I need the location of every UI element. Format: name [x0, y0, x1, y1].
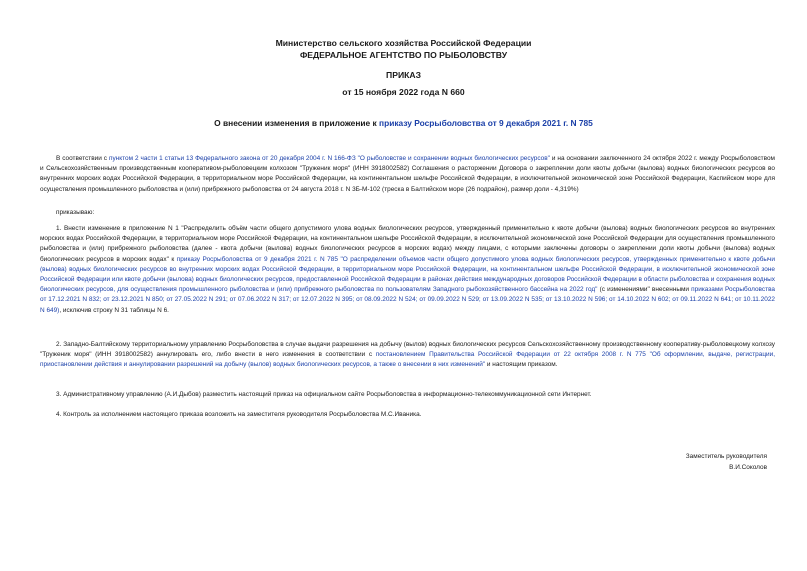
item-2-paragraph	[40, 340, 775, 371]
federal-law-link[interactable]: пунктом 2 части 1 статьи 13 Федерального закона от 20 декабря 2004 г. N 166-ФЗ "О рыболовстве и сохранении водных биологических ресурсов"	[108, 155, 550, 162]
order-785-link[interactable]: приказу Росрыболовства от 9 декабря 2021 г. N 785 "О распределении объемов части общего допустимого улова водных биологических ресурсов, утвержденных применительно к квоте добычи (вылова) водных биологических ресурсов во внутренних морских водах Российской Федерации, в территориальном море Российской Федерации, на континентальном шельфе Российской Федерации, в исключительной экономической зоне Российской Федерации или квоте добычи (вылова) водных биологических ресурсов, предоставленной Российской Федерации в районах действия международных договоров Российской Федерации в области рыболовства и сохранения водных биологических ресурсов, для осуществления промышленного рыболовства и (или) прибрежного рыболовства по пользователям Западного рыбохозяйственного бассейна на 2022 год"	[40, 255, 775, 294]
preamble-text-2: и на основании заключенного 24 октября 2022 г. между Росрыболовством и Сельскохозяйственным производственным кооперативом-рыболовецким колхозом "Труженик моря" (ИНН 3918002582) Соглашения о расторжении Договора о закреплении доли квоты добычи (вылова) водных биологических ресурсов во внутренних морских водах Российской Федерации, в территориальном море Российской Федерации, на континентальном шельфе Российской Федерации, в исключительной экономической зоне Российской Федерации, Каспийском море для осуществления промышленного рыболовства и (или) прибрежного рыболовства от 24 августа 2018 г. N 3Б-М-102 (треска в Балтийском море (26 подрайон), размер доли - 4,319%)	[40, 155, 775, 193]
signature-name: В.И.Соколов	[729, 464, 767, 471]
document-type: ПРИКАЗ	[386, 70, 421, 80]
government-resolution-link[interactable]: постановлением Правительства Российской Федерации от 22 октября 2008 г. N 775 "Об оформлении, выдаче, регистрации, приостановлении действия и аннулировании разрешений на добычу (вылов) водных биологических ресурсов, а также о внесении в них изменений"	[40, 351, 775, 369]
agency-name: ФЕДЕРАЛЬНОЕ АГЕНТСТВО ПО РЫБОЛОВСТВУ	[299, 50, 508, 60]
item-2-text-1: 2. Западно-Балтийскому территориальному управлению Росрыболовства в случае выдачи разрешения на добычу (вылов) водных биологических ресурсов Сельскохозяйственному производственному кооперативу-рыболовецкому колхозу "Труженик моря" (ИНН 3918002582) аннулировать его, либо внести в него изменения в соответствии с	[40, 341, 775, 359]
item-3-paragraph: 3. Административному управлению (А.И.Дыбов) разместить настоящий приказ на официальном сайте Росрыболовства в информационно-телекоммуникационной сети Интернет.	[56, 391, 592, 398]
document-title	[0, 118, 807, 128]
ministry-name: Министерство сельского хозяйства Российской Федерации	[275, 38, 532, 48]
preamble-text-1: В соответствии с	[56, 155, 109, 162]
preamble-paragraph	[40, 154, 775, 195]
signature-position: Заместитель руководителя	[685, 453, 767, 460]
title-text: О внесении изменения в приложение к	[214, 118, 380, 128]
amending-orders-link[interactable]: приказами Росрыболовства от 17.12.2021 N 832; от 23.12.2021 N 850; от 27.05.2022 N 291; от 07.06.2022 N 317; от 12.07.2022 N 395; от 08.09.2022 N 524; от 09.09.2022 N 529; от 13.09.2022 N 535; от 13.10.2022 N 596; от 14.10.2022 N 602; от 09.11.2022 N 641; от 10.11.2022 N 649)	[40, 286, 775, 314]
title-order-link[interactable]: приказу Росрыболовства от 9 декабря 2021 г. N 785	[379, 118, 593, 128]
item-2-text-2: и настоящим приказом.	[485, 361, 558, 369]
item-1-text-2: (с изменениями" внесенными	[597, 286, 692, 294]
item-1-text-3: , исключив строку N 31 таблицы N 6.	[59, 306, 169, 314]
document-date-number: от 15 ноября 2022 года N 660	[342, 87, 465, 97]
item-1-text-1: 1. Внести изменение в приложение N 1 "Распределить объём части общего допустимого улова водных биологических ресурсов, утвержденный применительно к квоте добычи (вылова) водных биологических ресурсов во внутренних морских водах Российской Федерации, в территориальном море Российской Федерации, на континентальном шельфе Российской Федерации, в исключительной экономической зоне Российской Федерации для осуществления промышленного рыболовства и (или) прибрежного рыболовства (далее - квота добычи (вылова) водных биологических ресурсов в морских водах) между лицами, с которыми заключены договоры о закреплении доли квоты добычи (вылова) водных биологических ресурсов в морских водах" к	[40, 225, 775, 263]
order-verb: приказываю:	[56, 209, 95, 216]
item-1-paragraph	[40, 224, 775, 316]
item-4-paragraph: 4. Контроль за исполнением настоящего приказа возложить на заместителя руководителя Росрыболовства М.С.Иваника.	[56, 411, 422, 418]
